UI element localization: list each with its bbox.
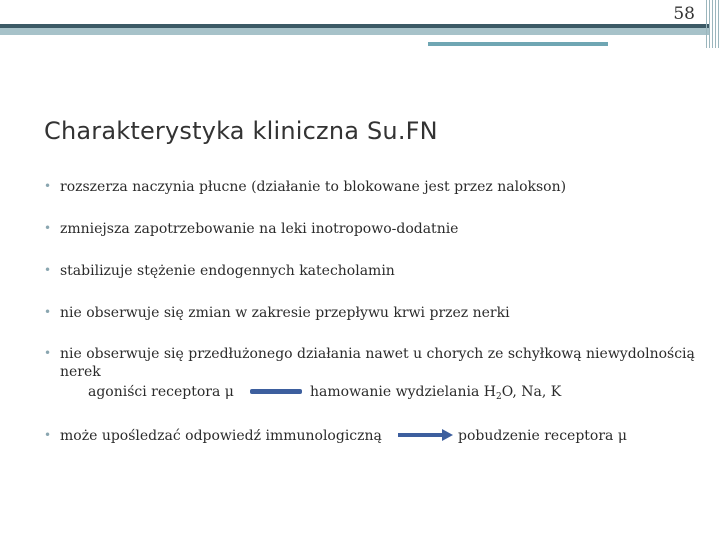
arrow-right-icon <box>398 428 454 442</box>
bullet-dot: • <box>44 179 52 193</box>
slide-title: Charakterystyka kliniczna Su.FN <box>44 117 438 145</box>
bullet-dot: • <box>44 221 52 235</box>
page-number: 58 <box>673 4 695 24</box>
connector-bar <box>250 389 302 394</box>
bullet-dot: • <box>44 346 52 360</box>
bullet-text: nie obserwuje się przedłużonego działania nawet u chorych ze schyłkową niewydolnością <box>60 346 695 362</box>
receptor-result: pobudzenie receptora μ <box>458 428 627 444</box>
bullet-text: nie obserwuje się zmian w zakresie przepływu krwi przez nerki <box>60 305 510 321</box>
agonist-label: agoniści receptora μ <box>88 384 234 400</box>
bullet-continuation: nerek <box>60 364 101 380</box>
header-bar-light <box>0 28 710 35</box>
inhibition-label <box>310 384 561 402</box>
bullet-text: może upośledzać odpowiedź immunologiczną <box>60 428 382 444</box>
arrow-head <box>442 429 453 441</box>
bullet-text: stabilizuje stężenie endogennych katecholamin <box>60 263 395 279</box>
bullet-dot: • <box>44 305 52 319</box>
subscript-2: 2 <box>495 392 502 402</box>
inhibition-text: hamowanie wydzielania H <box>310 384 496 400</box>
bullet-dot: • <box>44 428 52 442</box>
header-right-lines <box>706 0 720 48</box>
bullet-text: zmniejsza zapotrzebowanie na leki inotropowo-dodatnie <box>60 221 459 237</box>
header-accent-bar <box>428 42 608 46</box>
bullet-text: rozszerza naczynia płucne (działanie to blokowane jest przez nalokson) <box>60 179 567 195</box>
inhibition-text-end: O, Na, K <box>501 384 562 400</box>
arrow-shaft <box>398 433 444 437</box>
bullet-dot: • <box>44 263 52 277</box>
